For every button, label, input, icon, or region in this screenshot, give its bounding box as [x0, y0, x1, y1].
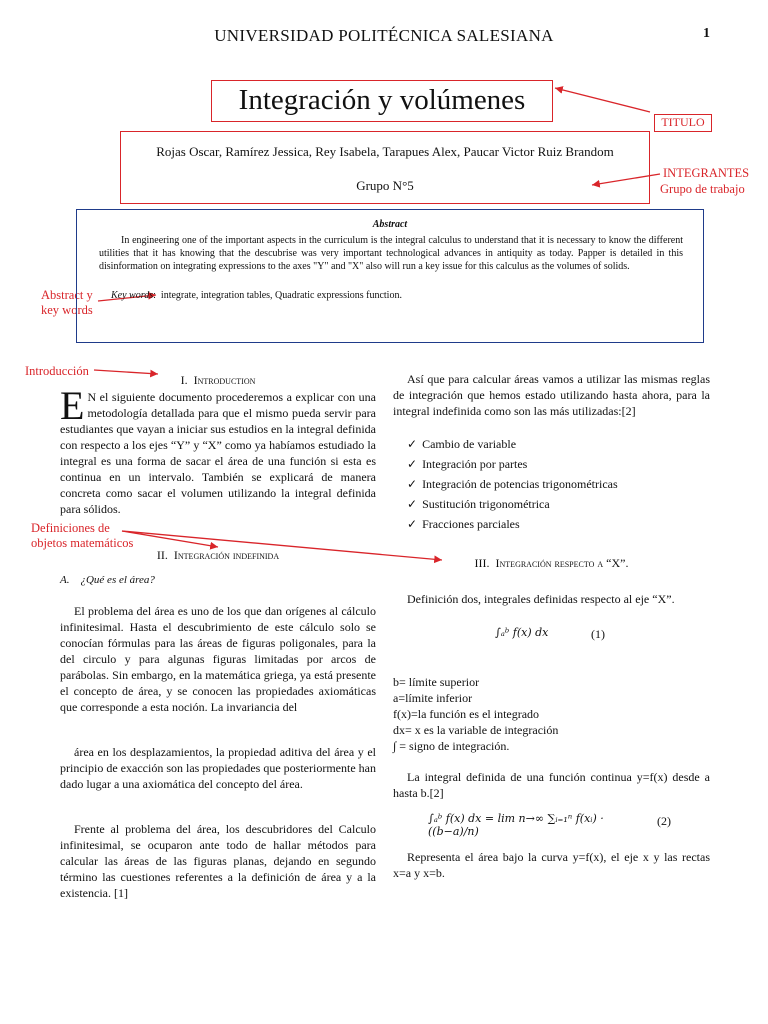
method-label: Integración de potencias trigonométricas	[422, 477, 618, 491]
method-item	[407, 476, 707, 492]
abstract-heading: Abstract	[372, 219, 408, 230]
running-header: UNIVERSIDAD POLITÉCNICA SALESIANA	[214, 26, 554, 45]
method-label: Sustitución trigonométrica	[422, 497, 550, 511]
equation-1: ∫ₐᵇ f(x) dx	[495, 626, 549, 639]
group-label: Grupo N°5	[356, 178, 414, 193]
keywords-text: integrate, integration tables, Quadratic expressions function.	[160, 290, 402, 301]
section-3-number: III.	[474, 556, 490, 570]
drop-cap: E	[60, 383, 85, 428]
annotation-definiciones-line1: Definiciones de	[31, 521, 110, 535]
check-icon: ✓	[407, 437, 418, 451]
area-under-curve-paragraph: Representa el área bajo la curva y=f(x), el eje x y las rectas x=a y x=b.	[393, 850, 710, 880]
definition-item: dx= x es la variable de integración	[393, 723, 559, 737]
abstract-body: In engineering one of the important aspects in the curriculum is the integral calculus to understand that it is necessary to know the different utilities that it has knowing that the descubrise was very important technological advances in antiquity as today. Papper is detailed in this disinformation on integrating expressions to the axes "Y" and "X" also will run a key issue for this calculus as the volumes of solids.	[99, 235, 683, 272]
check-icon: ✓	[407, 457, 418, 471]
page-number: 1	[703, 26, 710, 41]
method-label: Fracciones parciales	[422, 517, 520, 531]
annotation-abstract-line2: key words	[41, 303, 93, 317]
method-label: Integración por partes	[422, 457, 528, 471]
paper-title: Integración y volúmenes	[211, 80, 553, 122]
section-1-text: N el siguiente documento procederemos a explicar con una metodología detallada para que el mismo pueda servir para estudiantes que vayan a iniciar sus estudios en la integral definida con respecto a los ejes “Y” y “X” como ya habíamos estudiado la integral es una forma de sacar el área de una función si esta es continua en un intervalo. También se explicará de manera concreta como sacar el volumen utilizando la integral definida para sólidos.	[60, 390, 376, 516]
method-item	[407, 496, 707, 512]
section-1-body	[60, 383, 376, 517]
method-item	[407, 516, 707, 532]
definition-item: a=límite inferior	[393, 691, 473, 705]
equation-2: ∫ₐᵇ f(x) dx = lim n→∞ ∑ᵢ₌₁ⁿ f(xᵢ) · ((b−a)/n)	[428, 812, 604, 838]
annotation-abstract-line1: Abstract y	[41, 288, 93, 302]
definition-paragraph: Definición dos, integrales definidas respecto al eje “X”.	[407, 592, 675, 606]
section-2-heading	[60, 547, 376, 563]
equation-1-number: (1)	[591, 627, 605, 641]
area-paragraph-2: área en los desplazamientos, la propiedad aditiva del área y el principio de exacción son las propiedades que posteriormente han dado lugar a una axiomática del concepto del área.	[60, 745, 376, 791]
arrow-titulo	[555, 88, 650, 112]
arrow-integrantes	[592, 174, 660, 185]
method-label: Cambio de variable	[422, 437, 517, 451]
keywords-label: Key words	[111, 290, 154, 301]
annotation-definiciones-line2: objetos matemáticos	[31, 536, 134, 550]
methods-list	[407, 436, 707, 536]
annotation-titulo: TITULO	[654, 114, 712, 132]
definite-integral-paragraph: La integral definida de una función continua y=f(x) desde a hasta b.[2]	[393, 770, 710, 800]
authors-list: Rojas Oscar, Ramírez Jessica, Rey Isabela, Tarapues Alex, Paucar Victor Ruiz Brandom	[156, 144, 614, 159]
definition-item: ∫ = signo de integración.	[393, 739, 510, 753]
check-icon: ✓	[407, 517, 418, 531]
abstract-box	[76, 209, 704, 343]
definition-item: f(x)=la función es el integrado	[393, 707, 540, 721]
check-icon: ✓	[407, 477, 418, 491]
subsection-a-title: ¿Qué es el área?	[80, 574, 155, 586]
annotation-integrantes: INTEGRANTES	[663, 166, 750, 180]
subsection-a-label: A.	[60, 574, 70, 586]
section-3-title: Integración respecto a “X”.	[495, 556, 629, 570]
subsection-a-heading	[60, 572, 376, 588]
section-3-heading	[393, 555, 710, 571]
keywords-line: Key words: integrate, integration tables, Quadratic expressions function.	[111, 290, 402, 301]
section-2-title: Integración indefinida	[173, 548, 280, 562]
check-icon: ✓	[407, 497, 418, 511]
definition-item: b= límite superior	[393, 675, 480, 689]
section-1-heading	[60, 372, 376, 388]
rules-intro-paragraph: Así que para calcular áreas vamos a utilizar las mismas reglas de integración que hemos estado utilizando hasta ahora, para la integral indefinida como son las más utilizadas:[2]	[393, 372, 710, 418]
section-1-number: I.	[180, 373, 188, 387]
annotation-introduccion: Introducción	[25, 364, 89, 378]
area-paragraph-3: Frente al problema del área, los descubridores del Calculo infinitesimal, se ocuparon ante todo de hallar métodos para calcular las áreas de las figuras planas, dejando en segundo término las cuestiones referentes a la definición de área y a la existencia. [1]	[60, 822, 376, 900]
section-2-number: II.	[156, 548, 168, 562]
definitions-list	[393, 674, 693, 754]
method-item	[407, 456, 707, 472]
section-1-title: Introduction	[193, 373, 256, 387]
method-item	[407, 436, 707, 452]
equation-2-number: (2)	[657, 814, 671, 828]
annotation-grupo-trabajo: Grupo de trabajo	[660, 182, 745, 196]
area-paragraph-1: El problema del área es uno de los que dan orígenes al cálculo infinitesimal. Hasta el descubrimiento de este cálculo solo se conocían fórmulas para las áreas de figuras poligonales, para la del circulo y para algunas figuras limitadas por arcos de parábolas. Sin embargo, en la matemática griega, ya está presente el concepto de área, y se conocen las propiedades axiomáticas que corresponde a esta noción. La invariancia del	[60, 604, 376, 714]
